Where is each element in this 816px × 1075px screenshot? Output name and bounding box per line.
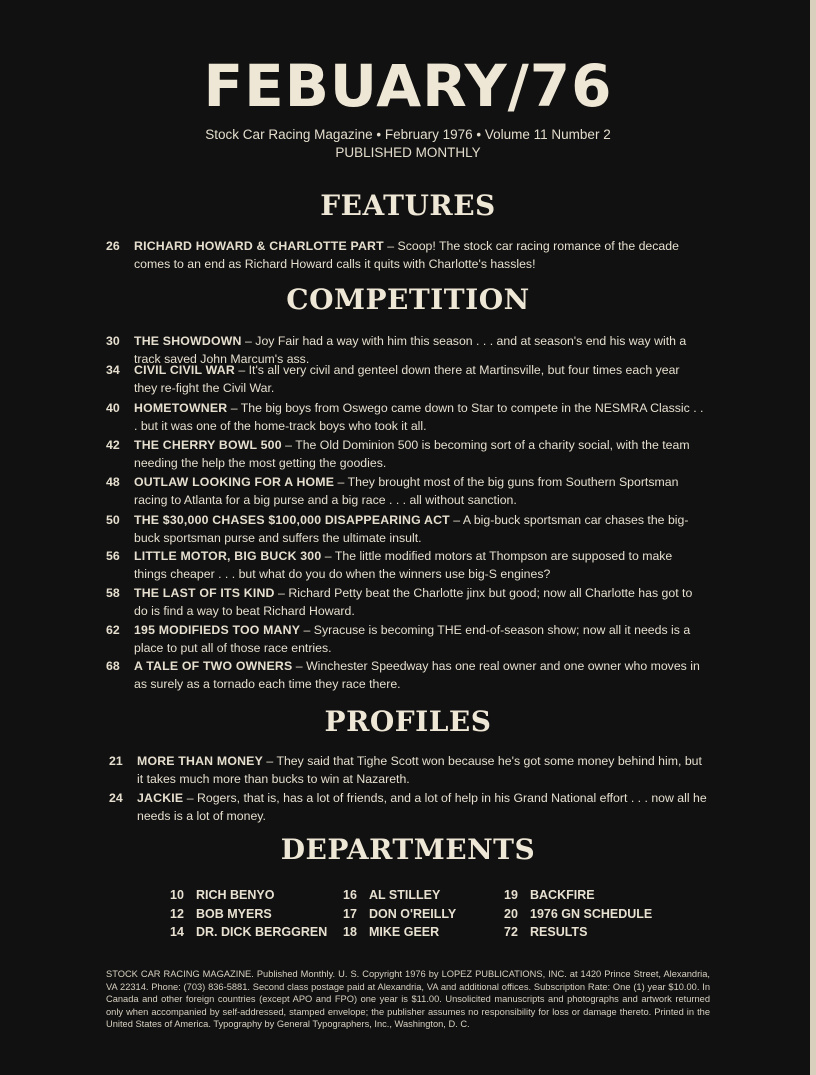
- contents-entry[interactable]: 42 THE CHERRY BOWL 500 – The Old Dominion 500 is becoming sort of a charity social, with the team needing the help the most getting the goodies.: [106, 438, 690, 470]
- department-item[interactable]: [504, 923, 652, 942]
- departments-column: [504, 886, 652, 942]
- contents-entry[interactable]: 40 HOMETOWNER – The big boys from Oswego came down to Star to compete in the NESMRA Classic . . . but it was one of the home-track boys who took it all.: [106, 401, 704, 433]
- department-item[interactable]: [504, 905, 652, 924]
- entry-description: Scoop! The stock car racing romance of the decade comes to an end as Richard Howard calls it quits with Charlotte's hassles!: [134, 239, 679, 271]
- entry-headline: THE CHERRY BOWL 500: [134, 438, 282, 452]
- department-name: BOB MYERS: [196, 906, 272, 921]
- entry-description: The little modified motors at Thompson are supposed to make things cheaper . . . but what do you do when the winners use big-S engines?: [134, 549, 673, 581]
- page-number: 21: [109, 754, 123, 768]
- entry-headline: OUTLAW LOOKING FOR A HOME: [134, 475, 335, 489]
- contents-entry[interactable]: 68 A TALE OF TWO OWNERS – Winchester Speedway has one real owner and one owner who moves in as surely as a tornado each time they race there.: [106, 659, 700, 691]
- page-number: 16: [343, 888, 357, 902]
- entry-description: The Old Dominion 500 is becoming sort of a charity social, with the team needing the help the most getting the goodies.: [134, 438, 690, 470]
- page-number: 10: [170, 888, 184, 902]
- departments-column: [343, 886, 456, 942]
- department-name: RESULTS: [530, 925, 588, 939]
- department-name: DR. DICK BERGGREN: [196, 925, 328, 939]
- contents-entry[interactable]: 50 THE $30,000 CHASES $100,000 DISAPPEARING ACT – A big-buck sportsman car chases the big-buck sportsman purse and suffers the ultimate insult.: [106, 513, 689, 545]
- entry-description: Rogers, that is, has a lot of friends, and a lot of help in his Grand National effort . . . now all he needs is a lot of money.: [137, 791, 707, 823]
- magazine-info-line: Stock Car Racing Magazine • February 1976 • Volume 11 Number 2: [205, 127, 611, 142]
- departments-heading: DEPARTMENTS: [280, 833, 536, 866]
- department-item[interactable]: [504, 886, 652, 905]
- contents-entry[interactable]: 56 LITTLE MOTOR, BIG BUCK 300 – The little modified motors at Thompson are supposed to make things cheaper . . . but what do you do when the winners use big-S engines?: [106, 549, 673, 581]
- page-number: 24: [109, 791, 123, 805]
- page-number: 58: [106, 586, 120, 600]
- entry-headline: 195 MODIFIEDS TOO MANY: [134, 623, 301, 637]
- contents-entry[interactable]: 24 JACKIE – Rogers, that is, has a lot of friends, and a lot of help in his Grand National effort . . . now all he needs is a lot of money.: [109, 791, 707, 823]
- issue-title: FEBUARY/76: [203, 52, 613, 120]
- department-item[interactable]: [343, 923, 456, 942]
- page-number: 18: [343, 925, 357, 939]
- entry-description: The big boys from Oswego came down to Star to compete in the NESMRA Classic . . . but it was one of the home-track boys who took it all.: [134, 401, 704, 433]
- entry-description: It's all very civil and genteel down there at Martinsville, but four times each year they re-fight the Civil War.: [134, 363, 680, 395]
- page-number: 42: [106, 438, 120, 452]
- page-number: 20: [504, 906, 518, 921]
- contents-entry[interactable]: 21 MORE THAN MONEY – They said that Tighe Scott won because he's got some money behind him, but it takes much more than bucks to win at Nazareth.: [109, 754, 702, 786]
- entry-headline: HOMETOWNER: [134, 401, 228, 415]
- publisher-fine-print: STOCK CAR RACING MAGAZINE. Published Monthly. U. S. Copyright 1976 by LOPEZ PUBLICATIONS, INC. at 1420 Prince Street, Alexandria, VA 22314. Phone: (703) 836-5881. Second class postage paid at Alexandria, VA and additional offices. Subscription Rate: One (1) year $10.00. In Canada and other foreign countries (except APO and FPO) one year is $11.00. Unsolicited manuscripts and photographs and artwork returned only when accompanied by self-addressed, stamped envelope; the publisher assumes no responsibility for loss or damage thereto. Printed in the United States of America. Typography by General Typographers, Inc., Washington, D. C.: [106, 969, 710, 1029]
- entry-description: Winchester Speedway has one real owner and one owner who moves in as surely as a tornado each time they race there.: [134, 659, 700, 691]
- entry-headline: THE $30,000 CHASES $100,000 DISAPPEARING ACT: [134, 513, 450, 527]
- contents-entry[interactable]: 34 CIVIL CIVIL WAR – It's all very civil and genteel down there at Martinsville, but four times each year they re-fight the Civil War.: [106, 363, 680, 395]
- department-name: AL STILLEY: [369, 888, 441, 902]
- department-item[interactable]: [170, 923, 327, 942]
- entry-headline: A TALE OF TWO OWNERS: [134, 659, 293, 673]
- department-name: BACKFIRE: [530, 888, 595, 902]
- entry-description: Syracuse is becoming THE end-of-season show; now all it needs is a place to put all of those race entries.: [134, 623, 691, 655]
- page-number: 68: [106, 659, 120, 673]
- entry-headline: THE SHOWDOWN: [134, 334, 242, 348]
- entry-headline: JACKIE: [137, 791, 184, 805]
- features-heading: FEATURES: [320, 189, 496, 222]
- entry-headline: MORE THAN MONEY: [137, 754, 263, 768]
- profiles-heading: PROFILES: [324, 705, 492, 738]
- page-number: 34: [106, 363, 120, 377]
- page-number: 14: [170, 925, 184, 939]
- competition-heading: COMPETITION: [286, 283, 530, 316]
- department-name: RICH BENYO: [196, 888, 275, 902]
- department-item[interactable]: [170, 905, 327, 924]
- contents-entry[interactable]: 26 RICHARD HOWARD & CHARLOTTE PART – Scoop! The stock car racing romance of the decade comes to an end as Richard Howard calls it quits with Charlotte's hassles!: [106, 239, 679, 271]
- contents-entry[interactable]: 58 THE LAST OF ITS KIND – Richard Petty beat the Charlotte jinx but good; now all Charlotte has got to do is find a way to beat Richard Howard.: [106, 586, 693, 618]
- contents-entry[interactable]: 62 195 MODIFIEDS TOO MANY – Syracuse is becoming THE end-of-season show; now all it needs is a place to put all of those race entries.: [106, 623, 691, 655]
- publication-frequency: PUBLISHED MONTHLY: [335, 145, 481, 160]
- entry-headline: CIVIL CIVIL WAR: [134, 363, 235, 377]
- page-number: 48: [106, 475, 120, 489]
- department-name: DON O'REILLY: [369, 906, 457, 921]
- page-number: 40: [106, 401, 120, 415]
- department-item[interactable]: [343, 905, 456, 924]
- page-number: 19: [504, 888, 518, 902]
- entry-description: Richard Petty beat the Charlotte jinx but good; now all Charlotte has got to do is find a way to beat Richard Howard.: [134, 586, 693, 618]
- department-item[interactable]: [343, 886, 456, 905]
- page-number: 26: [106, 239, 120, 253]
- departments-column: [170, 886, 327, 942]
- contents-entry[interactable]: 30 THE SHOWDOWN – Joy Fair had a way with him this season . . . and at season's end his way with a track saved John Marcum's ass.: [106, 334, 687, 366]
- department-name: 1976 GN SCHEDULE: [530, 906, 653, 921]
- entry-description: A big-buck sportsman car chases the big-buck sportsman purse and suffers the ultimate insult.: [134, 513, 689, 545]
- page-number: 17: [343, 906, 357, 921]
- entry-description: Joy Fair had a way with him this season . . . and at season's end his way with a track saved John Marcum's ass.: [134, 334, 687, 366]
- page-number: 50: [106, 513, 120, 527]
- entry-description: They said that Tighe Scott won because he's got some money behind him, but it takes much more than bucks to win at Nazareth.: [137, 754, 702, 786]
- entry-headline: LITTLE MOTOR, BIG BUCK 300: [134, 549, 322, 563]
- department-item[interactable]: [170, 886, 327, 905]
- page-number: 12: [170, 906, 184, 921]
- department-name: MIKE GEER: [369, 925, 440, 939]
- page-number: 72: [504, 925, 518, 939]
- page-number: 30: [106, 334, 120, 348]
- entry-headline: THE LAST OF ITS KIND: [134, 586, 275, 600]
- page-number: 56: [106, 549, 120, 563]
- page-number: 62: [106, 623, 120, 637]
- entry-headline: RICHARD HOWARD & CHARLOTTE PART: [134, 239, 384, 253]
- entry-description: They brought most of the big guns from Southern Sportsman racing to Atlanta for a big purse and a big race . . . all without sanction.: [134, 475, 679, 507]
- contents-entry[interactable]: 48 OUTLAW LOOKING FOR A HOME – They brought most of the big guns from Southern Sportsman racing to Atlanta for a big purse and a big race . . . all without sanction.: [106, 475, 679, 507]
